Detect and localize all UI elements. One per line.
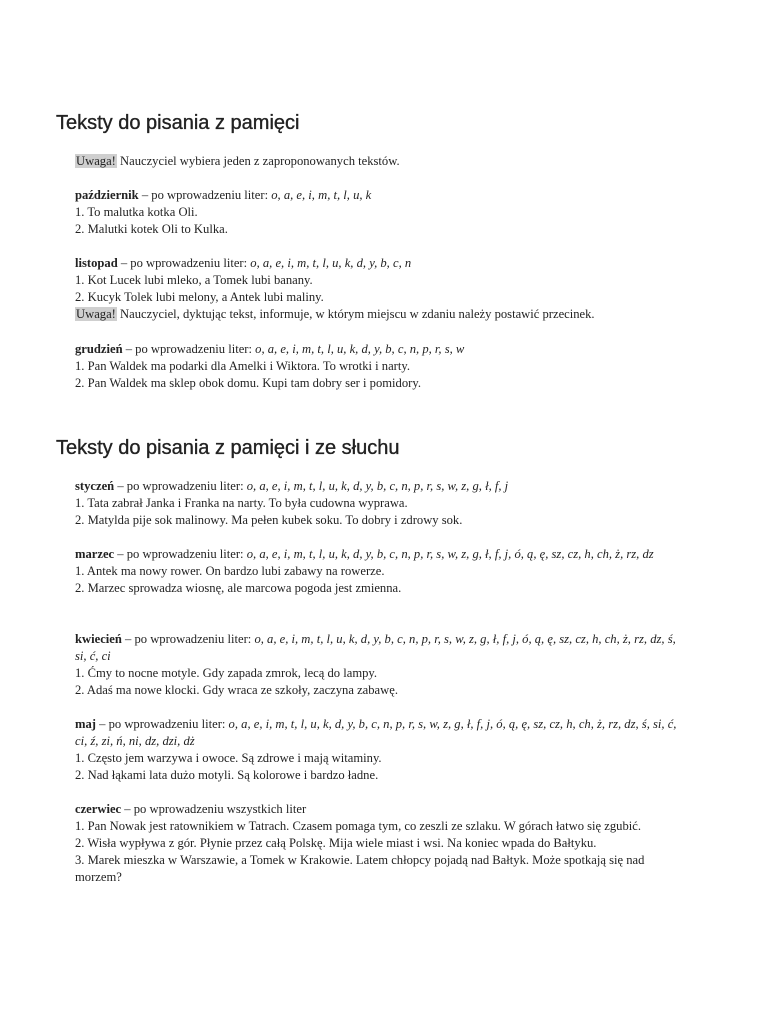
month-letters: o, a, e, i, m, t, l, u, k: [271, 188, 372, 202]
month-intro: – po wprowadzeniu liter:: [114, 547, 247, 561]
text-item: 1. Kot Lucek lubi mleko, a Tomek lubi banany.: [75, 273, 313, 287]
note-label: Uwaga!: [76, 307, 116, 321]
month-name: marzec: [75, 547, 115, 561]
section-title-memory: Teksty do pisania z pamięci: [56, 112, 300, 134]
text-item: 1. Pan Nowak jest ratownikiem w Tatrach. Czasem pomaga tym, co zeszli ze szlaku. W górach łatwo się zgubić.: [75, 819, 642, 833]
month-name: kwiecień: [75, 632, 122, 646]
month-block-marzec: [75, 546, 685, 597]
month-intro: – po wprowadzeniu liter:: [138, 188, 272, 202]
month-block-styczen: [75, 478, 685, 529]
month-name: listopad: [75, 256, 118, 270]
text-item: 1. Pan Waldek ma podarki dla Amelki i Wiktora. To wrotki i narty.: [75, 359, 411, 373]
month-block-maj: [75, 716, 685, 784]
text-item: 2. Marzec sprowadza wiosnę, ale marcowa pogoda jest zmienna.: [75, 581, 402, 595]
month-block-czerwiec: [75, 801, 685, 886]
note-text: Nauczyciel, dyktując tekst, informuje, w którym miejscu w zdaniu należy postawić przecinek.: [116, 307, 595, 321]
month-letters: o, a, e, i, m, t, l, u, k, d, y, b, c, n, p, r, s, w, z, g, ł, f, j: [246, 479, 509, 493]
month-name: maj: [75, 717, 96, 731]
month-letters: o, a, e, i, m, t, l, u, k, d, y, b, c, n: [250, 256, 412, 270]
month-name: grudzień: [75, 342, 123, 356]
text-item: 2. Nad łąkami lata dużo motyli. Są kolorowe i bardzo ładne.: [75, 768, 379, 782]
text-item: 1. Ćmy to nocne motyle. Gdy zapada zmrok, lecą do lampy.: [75, 666, 378, 680]
month-name: czerwiec: [75, 802, 122, 816]
month-block-grudzien: [75, 341, 685, 392]
section-title-memory-and-dictation: Teksty do pisania z pamięci i ze słuchu: [56, 437, 400, 459]
text-item: 2. Wisła wypływa z gór. Płynie przez całą Polskę. Mija wiele miast i wsi. Na koniec wpada do Bałtyku.: [75, 836, 597, 850]
text-item: 1. Często jem warzywa i owoce. Są zdrowe i mają witaminy.: [75, 751, 382, 765]
note-label: Uwaga!: [76, 154, 116, 168]
month-name: styczeń: [75, 479, 115, 493]
text-item: 3. Marek mieszka w Warszawie, a Tomek w Krakowie. Latem chłopcy pojadą nad Bałtyk. Może spotkają się nad morzem?: [75, 853, 645, 884]
month-intro: – po wprowadzeniu liter:: [122, 342, 256, 356]
month-letters: o, a, e, i, m, t, l, u, k, d, y, b, c, n, p, r, s, w: [255, 342, 465, 356]
month-letters: o, a, e, i, m, t, l, u, k, d, y, b, c, n, p, r, s, w, z, g, ł, f, j, ó, ą, ę, sz, cz, h, ch, ż, rz, dz: [246, 547, 654, 561]
text-item: 2. Malutki kotek Oli to Kulka.: [75, 222, 228, 236]
month-block-pazdziernik: [75, 187, 685, 238]
month-intro: – po wprowadzeniu liter:: [121, 632, 255, 646]
text-item: 1. To malutka kotka Oli.: [75, 205, 198, 219]
text-item: 1. Tata zabrał Janka i Franka na narty. To była cudowna wyprawa.: [75, 496, 408, 510]
month-name: październik: [75, 188, 139, 202]
text-item: 2. Matylda pije sok malinowy. Ma pełen kubek soku. To dobry i zdrowy sok.: [75, 513, 463, 527]
month-intro: – po wprowadzeniu liter:: [117, 256, 251, 270]
month-letters: o, a, e, i, m, t, l, u, k, d, y, b, c, n, p, r, s, w, z, g, ł, f, j, ó, ą, ę, sz, cz, h, ch, ż, rz, dz, ś, si, ć, ci, ź, zi, ń, ni, dz, dzi, dż: [75, 717, 677, 748]
month-intro: – po wprowadzeniu wszystkich liter: [121, 802, 307, 816]
section1-note: [75, 153, 685, 170]
month-letters: o, a, e, i, m, t, l, u, k, d, y, b, c, n, p, r, s, w, z, g, ł, f, j, ó, ą, ę, sz, cz, h, ch, ż, rz, dz, ś, si, ć, ci: [75, 632, 676, 663]
text-item: 2. Adaś ma nowe klocki. Gdy wraca ze szkoły, zaczyna zabawę.: [75, 683, 398, 697]
month-block-kwiecien: [75, 631, 685, 699]
text-item: 2. Kucyk Tolek lubi melony, a Antek lubi maliny.: [75, 290, 324, 304]
month-block-listopad: [75, 255, 685, 323]
text-item: 2. Pan Waldek ma sklep obok domu. Kupi tam dobry ser i pomidory.: [75, 376, 421, 390]
note-text: Nauczyciel wybiera jeden z zaproponowanych tekstów.: [116, 154, 400, 168]
month-intro: – po wprowadzeniu liter:: [114, 479, 247, 493]
text-item: 1. Antek ma nowy rower. On bardzo lubi zabawy na rowerze.: [75, 564, 385, 578]
month-intro: – po wprowadzeniu liter:: [95, 717, 229, 731]
